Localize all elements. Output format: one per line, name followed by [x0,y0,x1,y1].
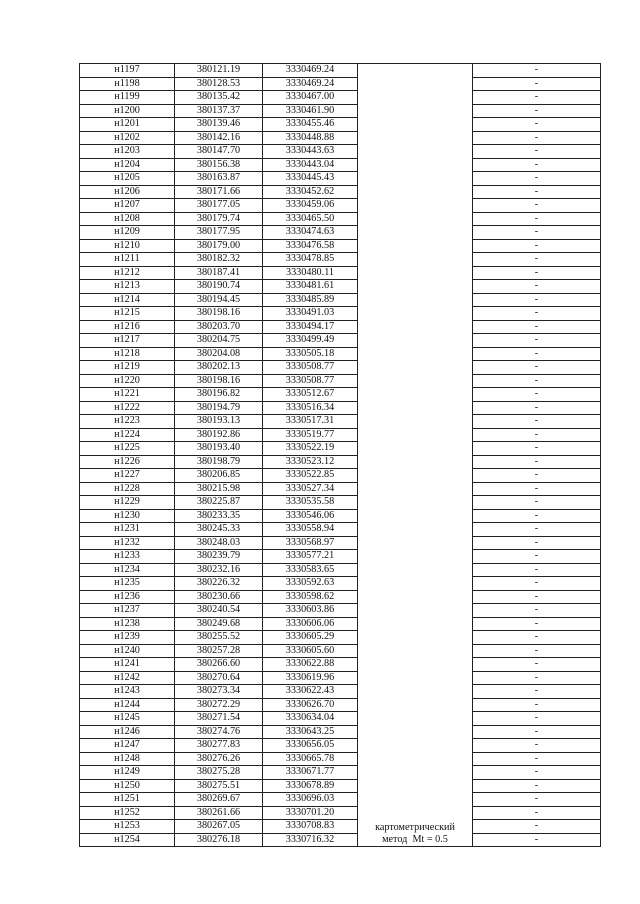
x-coordinate-cell: 380193.13 [175,415,263,429]
point-number-cell: н1249 [80,766,175,780]
table-row [80,523,601,537]
accuracy-cell: - [473,752,601,766]
y-coordinate-cell: 3330527.34 [263,482,358,496]
table-row [80,280,601,294]
y-coordinate-cell: 3330634.04 [263,712,358,726]
table-row [80,496,601,510]
accuracy-cell: - [473,212,601,226]
x-coordinate-cell: 380271.54 [175,712,263,726]
y-coordinate-cell: 3330469.24 [263,64,358,78]
point-number-cell: н1215 [80,307,175,321]
y-coordinate-cell: 3330459.06 [263,199,358,213]
y-coordinate-cell: 3330605.29 [263,631,358,645]
point-number-cell: н1254 [80,833,175,847]
table-row [80,766,601,780]
accuracy-cell: - [473,820,601,834]
x-coordinate-cell: 380204.08 [175,347,263,361]
y-coordinate-cell: 3330626.70 [263,698,358,712]
accuracy-cell: - [473,320,601,334]
point-number-cell: н1230 [80,509,175,523]
point-number-cell: н1243 [80,685,175,699]
table-row [80,307,601,321]
method-cell [358,64,473,847]
x-coordinate-cell: 380128.53 [175,77,263,91]
accuracy-cell: - [473,91,601,105]
table-row [80,793,601,807]
accuracy-cell: - [473,280,601,294]
table-row [80,482,601,496]
accuracy-cell: - [473,793,601,807]
y-coordinate-cell: 3330605.60 [263,644,358,658]
point-number-cell: н1229 [80,496,175,510]
table-row [80,145,601,159]
table-row [80,644,601,658]
x-coordinate-cell: 380179.74 [175,212,263,226]
point-number-cell: н1212 [80,266,175,280]
point-number-cell: н1213 [80,280,175,294]
accuracy-cell: - [473,172,601,186]
point-number-cell: н1222 [80,401,175,415]
accuracy-cell: - [473,334,601,348]
table-row [80,509,601,523]
x-coordinate-cell: 380245.33 [175,523,263,537]
x-coordinate-cell: 380274.76 [175,725,263,739]
y-coordinate-cell: 3330701.20 [263,806,358,820]
point-number-cell: н1236 [80,590,175,604]
x-coordinate-cell: 380182.32 [175,253,263,267]
x-coordinate-cell: 380190.74 [175,280,263,294]
y-coordinate-cell: 3330592.63 [263,577,358,591]
accuracy-cell: - [473,415,601,429]
point-number-cell: н1202 [80,131,175,145]
x-coordinate-cell: 380198.79 [175,455,263,469]
y-coordinate-cell: 3330478.85 [263,253,358,267]
table-row [80,239,601,253]
point-number-cell: н1233 [80,550,175,564]
accuracy-cell: - [473,671,601,685]
table-row [80,604,601,618]
x-coordinate-cell: 380177.05 [175,199,263,213]
y-coordinate-cell: 3330656.05 [263,739,358,753]
accuracy-cell: - [473,712,601,726]
point-number-cell: н1235 [80,577,175,591]
table-row [80,172,601,186]
table-row [80,577,601,591]
table-row [80,388,601,402]
y-coordinate-cell: 3330603.86 [263,604,358,618]
x-coordinate-cell: 380240.54 [175,604,263,618]
accuracy-cell: - [473,145,601,159]
x-coordinate-cell: 380187.41 [175,266,263,280]
point-number-cell: н1200 [80,104,175,118]
x-coordinate-cell: 380202.13 [175,361,263,375]
y-coordinate-cell: 3330455.46 [263,118,358,132]
x-coordinate-cell: 380142.16 [175,131,263,145]
x-coordinate-cell: 380135.42 [175,91,263,105]
point-number-cell: н1232 [80,536,175,550]
x-coordinate-cell: 380230.66 [175,590,263,604]
table-row [80,185,601,199]
point-number-cell: н1240 [80,644,175,658]
x-coordinate-cell: 380273.34 [175,685,263,699]
accuracy-cell: - [473,766,601,780]
accuracy-cell: - [473,347,601,361]
x-coordinate-cell: 380255.52 [175,631,263,645]
accuracy-cell: - [473,307,601,321]
x-coordinate-cell: 380257.28 [175,644,263,658]
table-row [80,712,601,726]
table-row [80,563,601,577]
table-row [80,428,601,442]
table-row [80,131,601,145]
table-row [80,77,601,91]
y-coordinate-cell: 3330671.77 [263,766,358,780]
y-coordinate-cell: 3330445.43 [263,172,358,186]
accuracy-cell: - [473,428,601,442]
x-coordinate-cell: 380177.95 [175,226,263,240]
table-row [80,739,601,753]
x-coordinate-cell: 380261.66 [175,806,263,820]
y-coordinate-cell: 3330516.34 [263,401,358,415]
point-number-cell: н1242 [80,671,175,685]
table-row [80,361,601,375]
y-coordinate-cell: 3330474.63 [263,226,358,240]
accuracy-cell: - [473,698,601,712]
point-number-cell: н1225 [80,442,175,456]
accuracy-cell: - [473,104,601,118]
table-row [80,91,601,105]
table-row [80,469,601,483]
accuracy-cell: - [473,658,601,672]
point-number-cell: н1203 [80,145,175,159]
table-row [80,536,601,550]
x-coordinate-cell: 380198.16 [175,374,263,388]
point-number-cell: н1204 [80,158,175,172]
accuracy-cell: - [473,725,601,739]
x-coordinate-cell: 380203.70 [175,320,263,334]
point-number-cell: н1228 [80,482,175,496]
point-number-cell: н1244 [80,698,175,712]
x-coordinate-cell: 380270.64 [175,671,263,685]
accuracy-cell: - [473,118,601,132]
y-coordinate-cell: 3330512.67 [263,388,358,402]
point-number-cell: н1246 [80,725,175,739]
y-coordinate-cell: 3330443.63 [263,145,358,159]
accuracy-cell: - [473,631,601,645]
accuracy-cell: - [473,455,601,469]
x-coordinate-cell: 380249.68 [175,617,263,631]
y-coordinate-cell: 3330465.50 [263,212,358,226]
accuracy-cell: - [473,64,601,78]
y-coordinate-cell: 3330517.31 [263,415,358,429]
point-number-cell: н1252 [80,806,175,820]
y-coordinate-cell: 3330467.00 [263,91,358,105]
point-number-cell: н1220 [80,374,175,388]
accuracy-cell: - [473,239,601,253]
coordinates-table [79,63,601,847]
x-coordinate-cell: 380277.83 [175,739,263,753]
y-coordinate-cell: 3330716.32 [263,833,358,847]
table-row [80,334,601,348]
point-number-cell: н1226 [80,455,175,469]
table-row [80,293,601,307]
accuracy-cell: - [473,779,601,793]
point-number-cell: н1227 [80,469,175,483]
accuracy-cell: - [473,482,601,496]
x-coordinate-cell: 380163.87 [175,172,263,186]
y-coordinate-cell: 3330443.04 [263,158,358,172]
table-row [80,725,601,739]
table-row [80,401,601,415]
point-number-cell: н1198 [80,77,175,91]
accuracy-cell: - [473,185,601,199]
accuracy-cell: - [473,685,601,699]
point-number-cell: н1205 [80,172,175,186]
x-coordinate-cell: 380275.51 [175,779,263,793]
table-row [80,347,601,361]
table-row [80,631,601,645]
table-row [80,253,601,267]
x-coordinate-cell: 380276.18 [175,833,263,847]
accuracy-cell: - [473,77,601,91]
table-row [80,266,601,280]
table-row [80,455,601,469]
x-coordinate-cell: 380269.67 [175,793,263,807]
y-coordinate-cell: 3330696.03 [263,793,358,807]
accuracy-cell: - [473,158,601,172]
y-coordinate-cell: 3330508.77 [263,374,358,388]
y-coordinate-cell: 3330499.49 [263,334,358,348]
point-number-cell: н1247 [80,739,175,753]
accuracy-cell: - [473,536,601,550]
x-coordinate-cell: 380275.28 [175,766,263,780]
point-number-cell: н1219 [80,361,175,375]
table-row [80,118,601,132]
table-row [80,415,601,429]
x-coordinate-cell: 380121.19 [175,64,263,78]
y-coordinate-cell: 3330643.25 [263,725,358,739]
accuracy-cell: - [473,266,601,280]
x-coordinate-cell: 380137.37 [175,104,263,118]
y-coordinate-cell: 3330448.88 [263,131,358,145]
x-coordinate-cell: 380192.86 [175,428,263,442]
accuracy-cell: - [473,806,601,820]
table-row [80,104,601,118]
point-number-cell: н1234 [80,563,175,577]
coordinates-table-body [80,64,601,847]
x-coordinate-cell: 380198.16 [175,307,263,321]
x-coordinate-cell: 380194.45 [175,293,263,307]
point-number-cell: н1217 [80,334,175,348]
accuracy-cell: - [473,131,601,145]
x-coordinate-cell: 380266.60 [175,658,263,672]
point-number-cell: н1231 [80,523,175,537]
table-row [80,658,601,672]
point-number-cell: н1237 [80,604,175,618]
accuracy-cell: - [473,833,601,847]
point-number-cell: н1239 [80,631,175,645]
y-coordinate-cell: 3330619.96 [263,671,358,685]
y-coordinate-cell: 3330622.43 [263,685,358,699]
table-row [80,833,601,847]
table-row [80,374,601,388]
point-number-cell: н1238 [80,617,175,631]
point-number-cell: н1197 [80,64,175,78]
point-number-cell: н1250 [80,779,175,793]
y-coordinate-cell: 3330522.19 [263,442,358,456]
x-coordinate-cell: 380204.75 [175,334,263,348]
x-coordinate-cell: 380225.87 [175,496,263,510]
point-number-cell: н1248 [80,752,175,766]
point-number-cell: н1210 [80,239,175,253]
y-coordinate-cell: 3330665.78 [263,752,358,766]
y-coordinate-cell: 3330622.88 [263,658,358,672]
table-row [80,64,601,78]
table-row [80,158,601,172]
point-number-cell: н1207 [80,199,175,213]
accuracy-cell: - [473,293,601,307]
y-coordinate-cell: 3330505.18 [263,347,358,361]
y-coordinate-cell: 3330606.06 [263,617,358,631]
x-coordinate-cell: 380156.38 [175,158,263,172]
x-coordinate-cell: 380194.79 [175,401,263,415]
table-row [80,212,601,226]
x-coordinate-cell: 380193.40 [175,442,263,456]
y-coordinate-cell: 3330546.06 [263,509,358,523]
x-coordinate-cell: 380232.16 [175,563,263,577]
accuracy-cell: - [473,496,601,510]
table-row [80,226,601,240]
table-row [80,752,601,766]
table-row [80,199,601,213]
point-number-cell: н1251 [80,793,175,807]
y-coordinate-cell: 3330508.77 [263,361,358,375]
y-coordinate-cell: 3330598.62 [263,590,358,604]
table-row [80,550,601,564]
y-coordinate-cell: 3330522.85 [263,469,358,483]
x-coordinate-cell: 380239.79 [175,550,263,564]
accuracy-cell: - [473,577,601,591]
accuracy-cell: - [473,617,601,631]
accuracy-cell: - [473,604,601,618]
x-coordinate-cell: 380276.26 [175,752,263,766]
y-coordinate-cell: 3330535.58 [263,496,358,510]
y-coordinate-cell: 3330523.12 [263,455,358,469]
x-coordinate-cell: 380233.35 [175,509,263,523]
method-note-line1: картометрический [375,822,455,833]
y-coordinate-cell: 3330519.77 [263,428,358,442]
x-coordinate-cell: 380248.03 [175,536,263,550]
y-coordinate-cell: 3330491.03 [263,307,358,321]
y-coordinate-cell: 3330476.58 [263,239,358,253]
y-coordinate-cell: 3330568.97 [263,536,358,550]
y-coordinate-cell: 3330583.65 [263,563,358,577]
accuracy-cell: - [473,374,601,388]
point-number-cell: н1206 [80,185,175,199]
x-coordinate-cell: 380215.98 [175,482,263,496]
x-coordinate-cell: 380206.85 [175,469,263,483]
y-coordinate-cell: 3330480.11 [263,266,358,280]
x-coordinate-cell: 380171.66 [175,185,263,199]
y-coordinate-cell: 3330558.94 [263,523,358,537]
y-coordinate-cell: 3330678.89 [263,779,358,793]
y-coordinate-cell: 3330485.89 [263,293,358,307]
x-coordinate-cell: 380196.82 [175,388,263,402]
table-row [80,806,601,820]
point-number-cell: н1201 [80,118,175,132]
point-number-cell: н1211 [80,253,175,267]
accuracy-cell: - [473,563,601,577]
point-number-cell: н1214 [80,293,175,307]
accuracy-cell: - [473,523,601,537]
point-number-cell: н1245 [80,712,175,726]
table-row [80,820,601,834]
x-coordinate-cell: 380147.70 [175,145,263,159]
y-coordinate-cell: 3330461.90 [263,104,358,118]
accuracy-cell: - [473,739,601,753]
point-number-cell: н1221 [80,388,175,402]
table-row [80,779,601,793]
point-number-cell: н1253 [80,820,175,834]
accuracy-cell: - [473,442,601,456]
x-coordinate-cell: 380267.05 [175,820,263,834]
table-row [80,685,601,699]
point-number-cell: н1223 [80,415,175,429]
table-row [80,320,601,334]
point-number-cell: н1208 [80,212,175,226]
accuracy-cell: - [473,253,601,267]
y-coordinate-cell: 3330494.17 [263,320,358,334]
accuracy-cell: - [473,644,601,658]
y-coordinate-cell: 3330708.83 [263,820,358,834]
accuracy-cell: - [473,469,601,483]
accuracy-cell: - [473,590,601,604]
point-number-cell: н1224 [80,428,175,442]
accuracy-cell: - [473,550,601,564]
accuracy-cell: - [473,199,601,213]
x-coordinate-cell: 380272.29 [175,698,263,712]
y-coordinate-cell: 3330481.61 [263,280,358,294]
x-coordinate-cell: 380139.46 [175,118,263,132]
accuracy-cell: - [473,388,601,402]
table-row [80,671,601,685]
point-number-cell: н1218 [80,347,175,361]
table-row [80,698,601,712]
point-number-cell: н1209 [80,226,175,240]
method-note-line2: метод Mt = 0.5 [382,834,448,845]
point-number-cell: н1216 [80,320,175,334]
accuracy-cell: - [473,226,601,240]
table-row [80,617,601,631]
accuracy-cell: - [473,509,601,523]
x-coordinate-cell: 380226.32 [175,577,263,591]
point-number-cell: н1241 [80,658,175,672]
accuracy-cell: - [473,361,601,375]
point-number-cell: н1199 [80,91,175,105]
accuracy-cell: - [473,401,601,415]
x-coordinate-cell: 380179.00 [175,239,263,253]
y-coordinate-cell: 3330577.21 [263,550,358,564]
table-row [80,590,601,604]
table-row [80,442,601,456]
y-coordinate-cell: 3330452.62 [263,185,358,199]
y-coordinate-cell: 3330469.24 [263,77,358,91]
